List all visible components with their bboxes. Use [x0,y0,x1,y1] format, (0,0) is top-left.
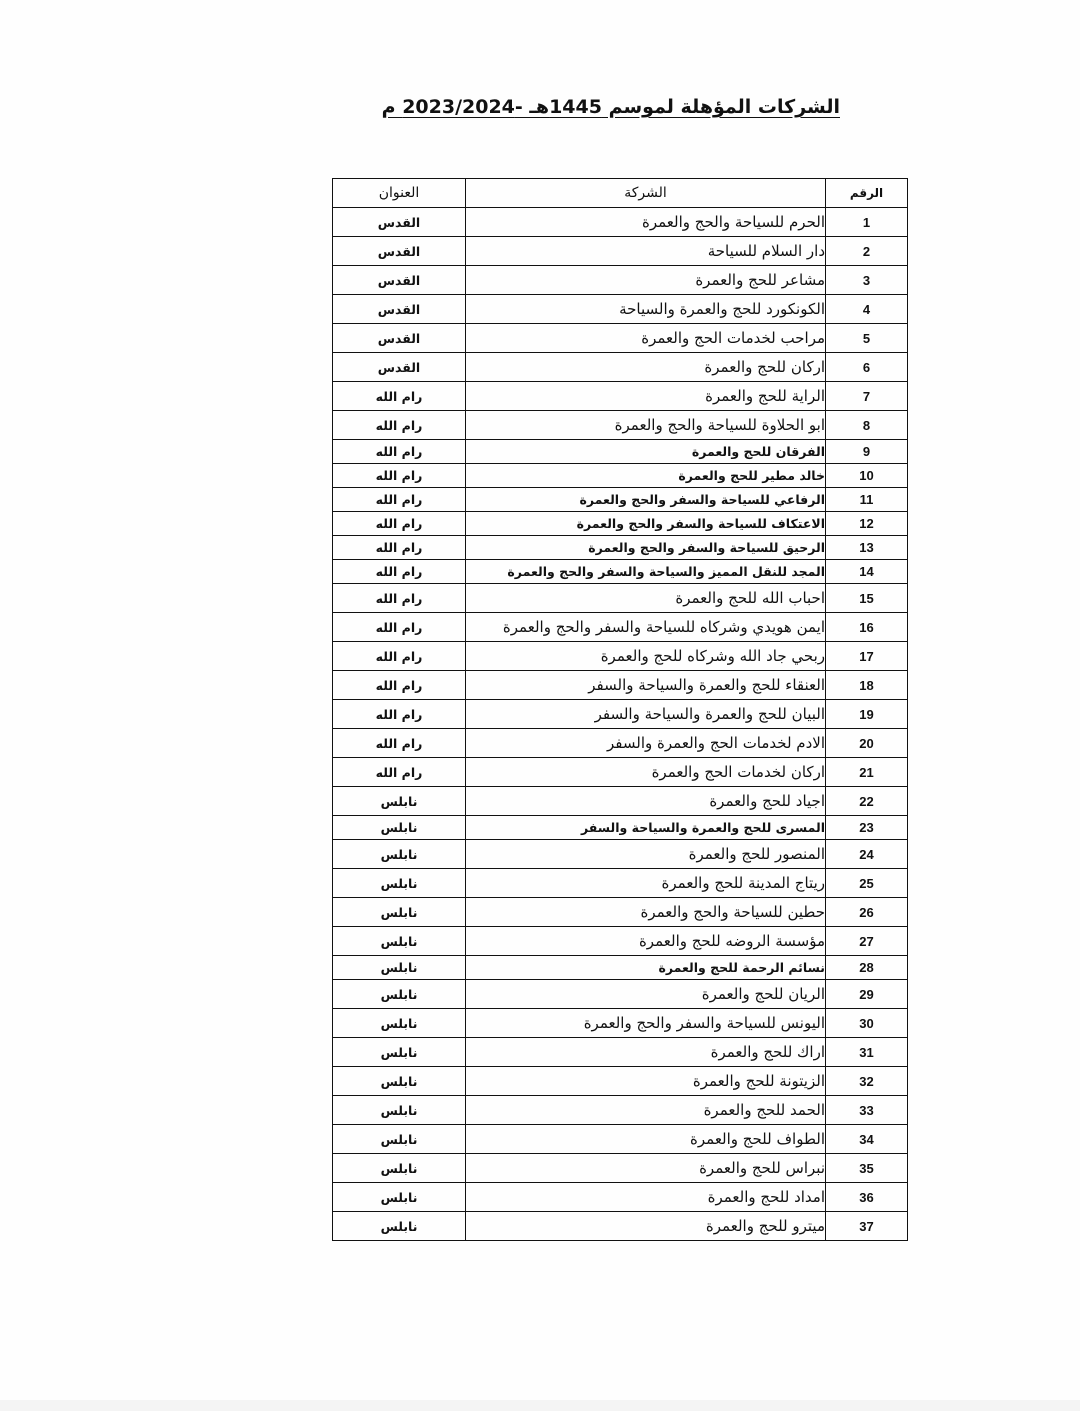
table-row [333,440,908,464]
row-number: 35 [826,1154,908,1183]
row-address: رام الله [333,536,466,560]
table-row [333,1125,908,1154]
table-row [333,956,908,980]
row-company: المسرى للحج والعمرة والسياحة والسفر [466,816,826,840]
row-number: 11 [826,488,908,512]
row-address: نابلس [333,1125,466,1154]
row-address: القدس [333,353,466,382]
row-number: 34 [826,1125,908,1154]
row-number: 8 [826,411,908,440]
row-number: 13 [826,536,908,560]
row-address: رام الله [333,488,466,512]
row-company: خالد مطير للحج والعمرة [466,464,826,488]
row-address: نابلس [333,927,466,956]
header-address: العنوان [333,179,466,208]
row-number: 9 [826,440,908,464]
row-number: 26 [826,898,908,927]
row-company: اركان للحج والعمرة [466,353,826,382]
table-row [333,584,908,613]
row-company: حطين للسياحة والحج والعمرة [466,898,826,927]
row-address: نابلس [333,1038,466,1067]
table-row [333,613,908,642]
row-number: 31 [826,1038,908,1067]
row-company: ربحي جاد الله وشركاه للحج والعمرة [466,642,826,671]
row-number: 15 [826,584,908,613]
table-row [333,980,908,1009]
row-address: نابلس [333,956,466,980]
table-row [333,1067,908,1096]
row-number: 30 [826,1009,908,1038]
row-company: الراية للحج والعمرة [466,382,826,411]
row-number: 4 [826,295,908,324]
table-row [333,1009,908,1038]
table-header-row [333,179,908,208]
table-row [333,898,908,927]
row-address: رام الله [333,758,466,787]
row-company: مشاعر للحج والعمرة [466,266,826,295]
row-number: 29 [826,980,908,1009]
row-number: 27 [826,927,908,956]
row-address: رام الله [333,411,466,440]
row-number: 32 [826,1067,908,1096]
row-address: رام الله [333,464,466,488]
row-number: 36 [826,1183,908,1212]
row-company: ريتاج المدينة للحج والعمرة [466,869,826,898]
table-row [333,536,908,560]
row-number: 17 [826,642,908,671]
row-address: نابلس [333,1096,466,1125]
row-number: 24 [826,840,908,869]
row-company: الرفاعي للسياحة والسفر والحج والعمرة [466,488,826,512]
row-company: ابو الحلاوة للسياحة والحج والعمرة [466,411,826,440]
row-address: نابلس [333,816,466,840]
row-number: 20 [826,729,908,758]
row-address: رام الله [333,584,466,613]
row-company: الحرم للسياحة والحج والعمرة [466,208,826,237]
document-title: الشركات المؤهلة لموسم 1445هـ -2023/2024 م [381,96,840,118]
row-company: دار السلام للسياحة [466,237,826,266]
header-number: الرقم [826,179,908,208]
table-row [333,1096,908,1125]
row-company: اراك للحج والعمرة [466,1038,826,1067]
row-address: القدس [333,237,466,266]
table-row [333,787,908,816]
row-company: الفرقان للحج والعمرة [466,440,826,464]
table-row [333,840,908,869]
table-row [333,1212,908,1241]
row-address: رام الله [333,613,466,642]
row-number: 33 [826,1096,908,1125]
row-company: اليونس للسياحة والسفر والحج والعمرة [466,1009,826,1038]
table-row [333,488,908,512]
row-number: 12 [826,512,908,536]
table-row [333,560,908,584]
row-address: رام الله [333,729,466,758]
row-company: اجياد للحج والعمرة [466,787,826,816]
table-row [333,237,908,266]
row-number: 14 [826,560,908,584]
row-company: الكونكورد للحج والعمرة والسياحة [466,295,826,324]
row-company: الاعتكاف للسياحة والسفر والحج والعمرة [466,512,826,536]
row-address: نابلس [333,898,466,927]
row-address: القدس [333,324,466,353]
table-row [333,816,908,840]
row-company: نبراس للحج والعمرة [466,1154,826,1183]
row-address: نابلس [333,980,466,1009]
row-company: الطواف للحج والعمرة [466,1125,826,1154]
row-company: الادم لخدمات الحج والعمرة والسفر [466,729,826,758]
table-row [333,729,908,758]
table-row [333,671,908,700]
table-row [333,512,908,536]
row-company: الرحيق للسياحة والسفر والحج والعمرة [466,536,826,560]
row-address: نابلس [333,1183,466,1212]
table-row [333,1038,908,1067]
row-number: 28 [826,956,908,980]
row-number: 10 [826,464,908,488]
table-row [333,464,908,488]
row-address: رام الله [333,642,466,671]
row-number: 25 [826,869,908,898]
row-address: رام الله [333,671,466,700]
table-row [333,1183,908,1212]
header-company: الشركة [466,179,826,208]
row-company: الحمد للحج والعمرة [466,1096,826,1125]
row-number: 6 [826,353,908,382]
table-row [333,758,908,787]
row-address: نابلس [333,787,466,816]
row-number: 3 [826,266,908,295]
row-number: 22 [826,787,908,816]
row-number: 37 [826,1212,908,1241]
row-company: ميترو للحج والعمرة [466,1212,826,1241]
row-number: 21 [826,758,908,787]
companies-table [332,178,908,1241]
row-company: المنصور للحج والعمرة [466,840,826,869]
row-company: مراحب لخدمات الحج والعمرة [466,324,826,353]
row-address: رام الله [333,560,466,584]
row-number: 23 [826,816,908,840]
row-address: نابلس [333,1067,466,1096]
row-number: 7 [826,382,908,411]
row-address: القدس [333,208,466,237]
row-company: البيان للحج والعمرة والسياحة والسفر [466,700,826,729]
row-company: المجد للنقل المميز والسياحة والسفر والحج والعمرة [466,560,826,584]
row-address: نابلس [333,840,466,869]
table-row [333,869,908,898]
row-address: رام الله [333,512,466,536]
table-row [333,411,908,440]
row-number: 1 [826,208,908,237]
row-company: الزيتونة للحج والعمرة [466,1067,826,1096]
row-address: نابلس [333,1154,466,1183]
row-company: نسائم الرحمة للحج والعمرة [466,956,826,980]
row-address: نابلس [333,869,466,898]
table-row [333,295,908,324]
table-row [333,927,908,956]
table-row [333,382,908,411]
row-company: اركان لخدمات الحج والعمرة [466,758,826,787]
row-number: 18 [826,671,908,700]
row-company: احباب الله للحج والعمرة [466,584,826,613]
row-number: 19 [826,700,908,729]
row-company: العنقاء للحج والعمرة والسياحة والسفر [466,671,826,700]
row-company: مؤسسة الروضه للحج والعمرة [466,927,826,956]
row-address: رام الله [333,382,466,411]
row-number: 16 [826,613,908,642]
table-row [333,1154,908,1183]
row-address: القدس [333,295,466,324]
row-company: الريان للحج والعمرة [466,980,826,1009]
row-company: ايمن هويدي وشركاه للسياحة والسفر والحج والعمرة [466,613,826,642]
row-address: نابلس [333,1212,466,1241]
row-company: امداد للحج والعمرة [466,1183,826,1212]
table-row [333,353,908,382]
row-address: نابلس [333,1009,466,1038]
table-body [333,208,908,1241]
row-number: 5 [826,324,908,353]
table-row [333,266,908,295]
row-address: رام الله [333,440,466,464]
table-row [333,208,908,237]
row-address: رام الله [333,700,466,729]
table-row [333,700,908,729]
row-number: 2 [826,237,908,266]
row-address: القدس [333,266,466,295]
table-row [333,324,908,353]
table-row [333,642,908,671]
